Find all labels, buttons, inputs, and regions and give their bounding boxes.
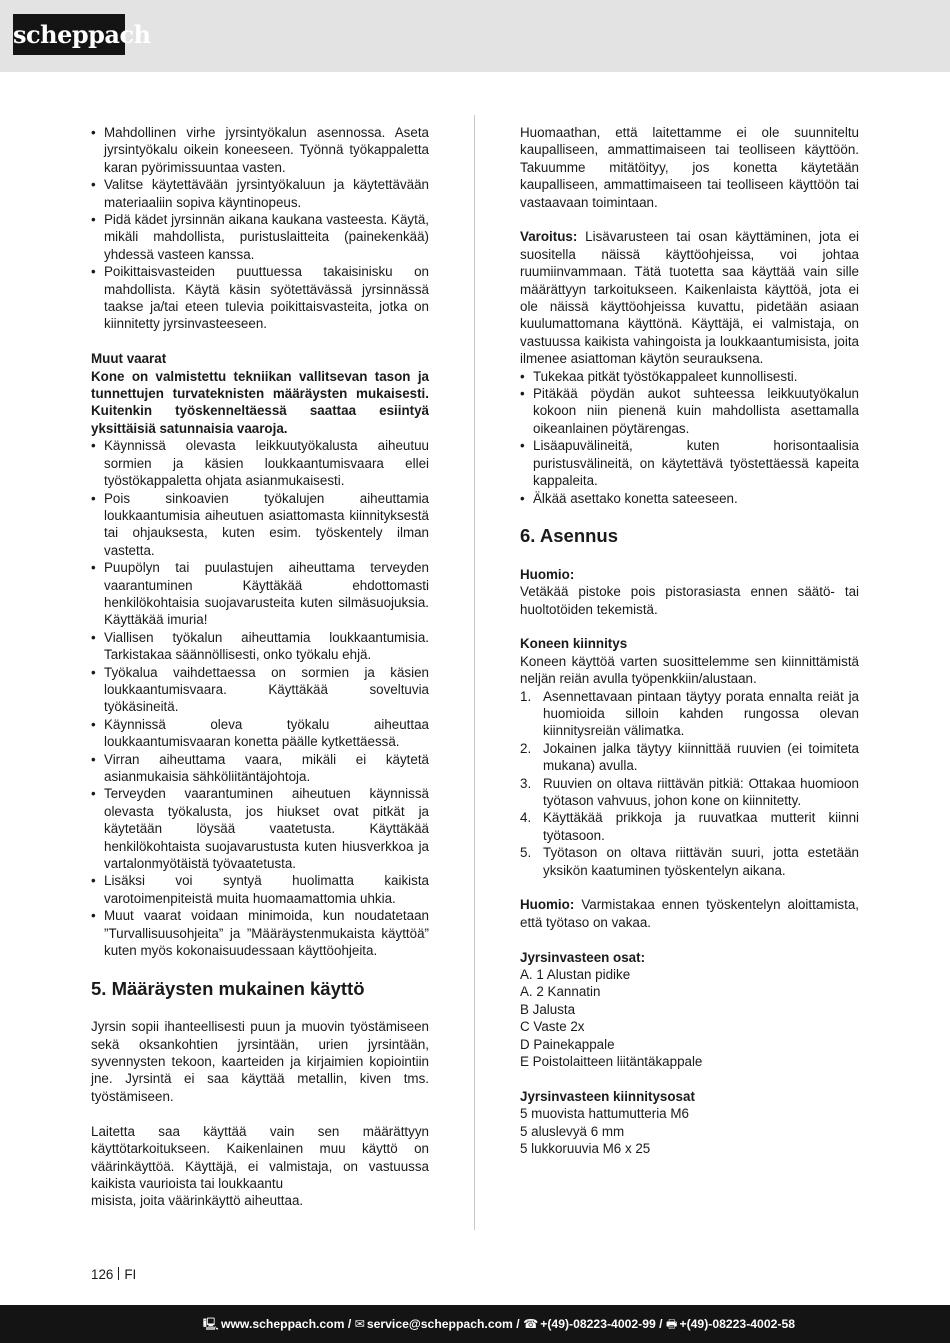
fastener-list [520, 1105, 859, 1157]
list-item: • Pois sinkoavien työkalujen aiheuttamia loukkaantumisia aiheutuen asiattomasta kiinnityksestä tai ohjauksesta, kuten esim. työskentely ilman vastetta. [91, 490, 429, 560]
list-item: D Painekappale [520, 1036, 615, 1052]
varoitus-label: Varoitus: [520, 229, 578, 245]
list-item: • Käynnissä oleva työkalu aiheuttaa loukkaantumisvaaran konetta päälle kytkettäessä. [91, 716, 429, 751]
website-link[interactable]: www.scheppach.com [220, 1317, 345, 1331]
list-item: 5 aluslevyä 6 mm [520, 1123, 625, 1139]
list-item: • Viallisen työkalun aiheuttamia loukkaantumisia. Tarkistakaa säännöllisesti, onko työkalu ehjä. [91, 629, 429, 664]
muut-vaarat-heading: Muut vaarat [91, 351, 167, 367]
fax-icon: 🖶 [665, 1317, 678, 1331]
mounting-steps-list [520, 688, 859, 879]
huomio-label: Huomio: [520, 566, 575, 582]
list-item: • Tukekaa pitkät työstökappaleet kunnollisesti. [520, 368, 859, 385]
kiinnitysosat-heading: Jyrsinvasteen kiinnitysosat [520, 1088, 695, 1104]
section-5-heading: 5. Määräysten mukainen käyttö [91, 977, 365, 999]
list-item: • Lisäapuvälineitä, kuten horisontaalisia puristusvälineitä, on käytettävä työstettäessä kapeita kappaleita. [520, 437, 859, 489]
list-item: • Pitäkää pöydän aukot suhteessa leikkuutyökalun kokoon niin pienenä kuin mahdollista asettamalla oikeanlainen pöytärengas. [520, 385, 859, 437]
varoitus-text: Lisävarusteen tai osan käyttäminen, jota ei suositella näissä käyttöohjeissa, voi johtaa ruumiinvammaan. Tätä tuotetta saa käyttää vain sille määrättyyn tarkoitukseen. Kaikenlaista käyttöä, jota ei ole näissä käyttöohjeissa kuvattu, pidetään asiaan kuulumattomana käyttönä. Käyttäjä, ei valmistaja, on vastuussa kaikista vahingoista ja loukkaantumisista, joita ilmenee asiattoman käytön seurauksena. [520, 229, 859, 367]
list-item: • Muut vaarat voidaan minimoida, kun noudatetaan ”Turvallisuusohjeita” ja ”Määräystenmukaista käyttöä” kuten myös kokonaisuudessaan käyttöohjeita. [91, 907, 429, 959]
fax-number: +(49)-08223-4002-58 [679, 1317, 795, 1331]
huomio-text: Vetäkää pistoke pois pistorasiasta ennen säätö- tai huoltotöiden tekemistä. [520, 584, 859, 617]
list-item: B Jalusta [520, 1001, 576, 1017]
list-item: • Lisäksi voi syntyä huolimatta kaikista varotoimenpiteistä muita huomaamattomia uhkia. [91, 872, 429, 907]
list-item: • Työkalua vaihdettaessa on sormien ja käsien loukkaantumisvaara. Käyttäkää soveltuvia työkäsineitä. [91, 664, 429, 716]
mail-icon: ✉ [354, 1317, 365, 1331]
phone-number: +(49)-08223-4002-99 [540, 1317, 656, 1331]
muut-vaarat-list [91, 437, 429, 959]
koneen-kiinnitys-text: Koneen käyttöä varten suosittelemme sen kiinnittämistä neljän reiän avulla työpenkkiin/alustaan. [520, 653, 859, 687]
list-item: 5 lukkoruuvia M6 x 25 [520, 1141, 651, 1157]
right-column [520, 124, 859, 1157]
list-item: 4. Käyttäkää prikkoja ja ruuvatkaa mutterit kiinni työtasoon. [520, 810, 859, 843]
list-item: 2. Jokainen jalka täytyy kiinnittää ruuvien (ei toimiteta mukana) avulla. [520, 740, 859, 774]
list-item: • Pidä kädet jyrsinnän aikana kaukana vasteesta. Käytä, mikäli mahdollista, puristuslaitteita (painekenkää) yhdessä vasteen kanssa. [91, 211, 429, 263]
section-5-paragraph-2: Laitetta saa käyttää vain sen määrättyyn käyttötarkoitukseen. Kaikenlainen muu käyttö on väärinkäyttöä. Käyttäjä, ei valmistaja, on vastuussa kaikista vaurioista tai loukkaantu [91, 1123, 429, 1191]
list-item: • Älkää asettako konetta sateeseen. [520, 490, 859, 507]
section-6-heading: 6. Asennus [520, 525, 619, 547]
laptop-icon: 🖳 [202, 1317, 219, 1331]
parts-list [520, 966, 859, 1070]
intro-bullet-list [91, 124, 429, 333]
phone-icon: ☎ [523, 1317, 539, 1331]
page-number: 126 FI [91, 1267, 137, 1282]
email-link[interactable]: service@scheppach.com [366, 1317, 513, 1331]
muut-vaarat-lead: Kone on valmistettu tekniikan vallitsevan tason ja tunnettujen turvateknisten määräysten mukaisesti. Kuitenkin työskenneltäessä saattaa esiintyä yksittäisiä satunnaisia vaaroja. [91, 368, 429, 436]
list-item: A. 1 Alustan pidike [520, 967, 631, 982]
list-item: • Puupölyn tai puulastujen aiheuttama terveyden vaarantuminen Käyttäkää ehdottomasti henkilökohtaisia suojavarusteita kuten silmäsuojuksia. Käyttäkää imuria! [91, 559, 429, 629]
list-item: 1. Asennettavaan pintaan täytyy porata ennalta reiät ja huomioida silloin kahden rungossa olevan kiinnitysreiän välimatka. [520, 688, 859, 739]
list-item: • Käynnissä olevasta leikkuutyökalusta aiheutuu sormien ja käsien loukkaantumisvaara ellei työstökappaletta ohjata asianmukaisesti. [91, 437, 429, 489]
column-divider [474, 115, 475, 1230]
list-item: E Poistolaitteen liitäntäkappale [520, 1054, 703, 1070]
list-item: 5. Työtason on oltava riittävän suuri, jotta estetään yksikön kaatuminen työskentelyn aikana. [520, 845, 859, 878]
huomio-stability-paragraph: Huomio: Varmistakaa ennen työskentelyn aloittamista, että työtaso on vakaa. [520, 897, 859, 930]
list-item: • Valitse käytettävään jyrsintyökaluun ja käytettävään materiaaliin sopiva käyntinopeus. [91, 176, 429, 211]
section-5-paragraph-2-end: misista, joita väärinkäyttö aiheuttaa. [91, 1193, 304, 1209]
huomio-label: Huomio: [520, 897, 575, 913]
list-item: A. 2 Kannatin [520, 984, 601, 1000]
jyrsinvasteen-osat-heading: Jyrsinvasteen osat: [520, 949, 646, 965]
section-5-paragraph-1: Jyrsin sopii ihanteellisesti puun ja muovin työstämiseen sekä oksankohtien jyrsintään, urien jyrsintään, syvennysten tekoon, kaarteiden ja kirjaimien kopiointiin jne. Jyrsintä ei saa käyttää metallin, kiven tms. työstämiseen. [91, 1019, 429, 1104]
list-item: 5 muovista hattumutteria M6 [520, 1106, 689, 1122]
scheppach-logo: scheppach [13, 14, 125, 55]
right-bullet-list [520, 368, 859, 507]
left-column [91, 124, 429, 1210]
footer-bar [0, 1305, 950, 1343]
list-item: • Mahdollinen virhe jyrsintyökalun asennossa. Aseta jyrsintyökalu oikein koneeseen. Työnnä työkappaletta karan pyörimissuuntaa vasten. [91, 124, 429, 176]
page-number-divider [118, 1267, 119, 1280]
list-item: • Terveyden vaarantuminen aiheutuen käynnissä olevasta työkalusta, jos hiukset ovat pitkät ja käytetään löysää vaatetusta. Käyttäkää henkilökohtaista suojavarustusta kuten hiusverkkoa ja vartalonmyötäistä työvaatetusta. [91, 785, 429, 872]
list-item: 3. Ruuvien on oltava riittävän pitkiä: Ottakaa huomioon työtason vahvuus, johon kone on kiinnitetty. [520, 775, 859, 808]
list-item: • Virran aiheuttama vaara, mikäli ei käytetä asianmukaisia sähköliitäntäjohtoja. [91, 751, 429, 786]
list-item: C Vaste 2x [520, 1019, 585, 1035]
footer-contacts: 🖳 www.scheppach.com / ✉ service@scheppach.com / ☎ +(49)-08223-4002-99 / 🖶 +(49)-08223-4002-58 [202, 1317, 795, 1331]
commercial-use-paragraph: Huomaathan, että laitettamme ei ole suunniteltu kaupalliseen, ammattimaiseen tai teolliseen käyttöön. Takuumme mitätöityy, jos konetta käytetään kaupalliseen, ammattimaiseen tai teolliseen käyttöön tai vastaavaan toimintaan. [520, 125, 859, 210]
varoitus-paragraph [520, 228, 859, 367]
koneen-kiinnitys-heading: Koneen kiinnitys [520, 636, 628, 652]
list-item: • Poikittaisvasteiden puuttuessa takaisinisku on mahdollista. Käytä käsin syötettävässä jyrsinnässä taakse ja/tai eteen tulevia poikittaisvasteita, jotka on kiinnitetty jyrsinvasteeseen. [91, 263, 429, 333]
header-band [0, 0, 950, 72]
